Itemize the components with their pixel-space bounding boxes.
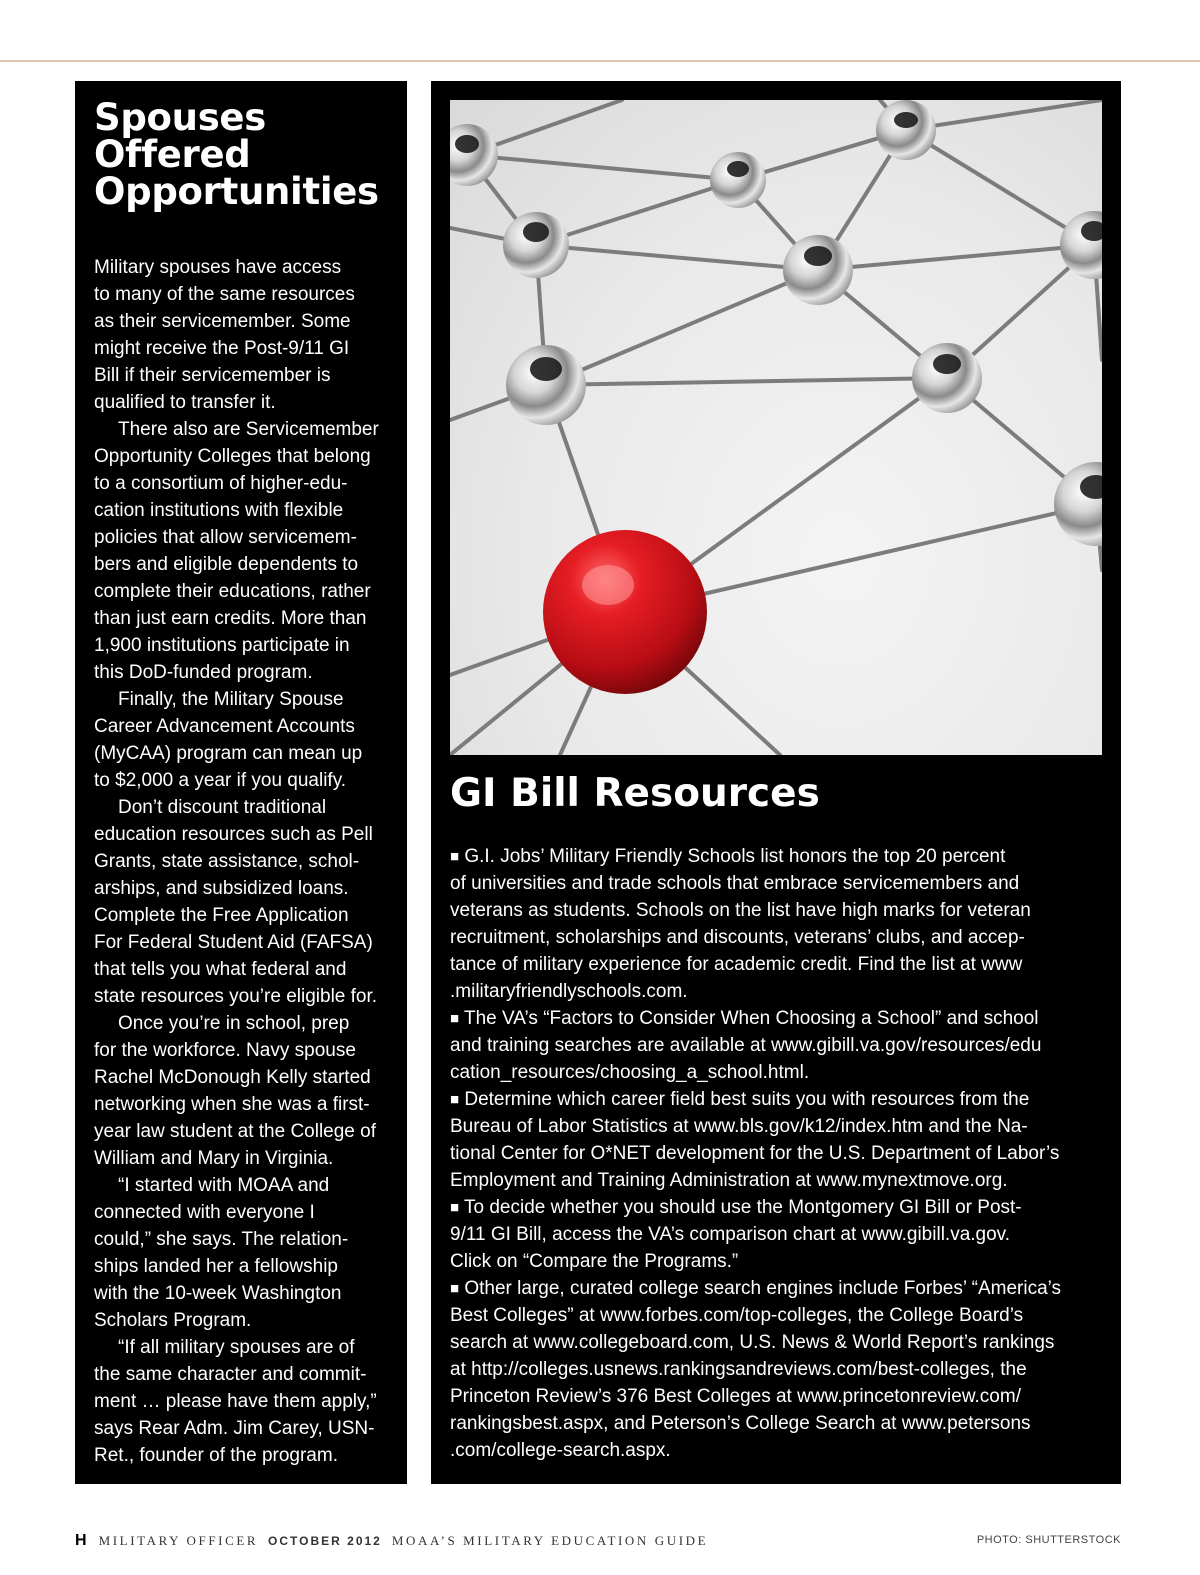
square-bullet-icon: ■ [450, 848, 460, 865]
resource-text: The VA’s “Factors to Consider When Choosing a School” and school and training searches are available at www.gibill.va.gov/resources/edu cation_resources/choosing_a_school.html. [450, 1008, 1042, 1083]
sidebar-paragraph: Finally, the Military Spouse Career Advancement Accounts (MyCAA) program can mean up to $2,000 a year if you qualify. [94, 689, 363, 791]
resource-text: Other large, curated college search engines include Forbes’ “America’s Best Colleges” at www.forbes.com/top-colleges, the College Board’s search at www.collegeboard.com, U.S. News & World Report’s rankings at http://colleges.usnews.rankingsandreviews.com/best-colleges, the Princeton Review’s 376 Best Colleges at www.princetonreview.com/ rankingsbest.aspx, and Peterson’s College Search at www.petersons .com/college-search.aspx. [450, 1278, 1062, 1461]
list-item [450, 1275, 1102, 1464]
list-item [450, 1086, 1102, 1194]
sidebar-body [94, 254, 389, 1469]
sidebar-paragraph: Don’t discount traditional education resources such as Pell Grants, state assistance, schol- arships, and subsidized loans. Complete the Free Application For Federal Student Aid (FAFSA) that tells you what federal and state resources you’re eligible for. [94, 797, 378, 1007]
publication-name: MILITARY OFFICER [98, 1533, 259, 1548]
gi-bill-title: GI Bill Resources [450, 771, 820, 816]
page-folio: H [75, 1532, 87, 1549]
sidebar-paragraph: There also are Servicemember Opportunity Colleges that belong to a consortium of higher-edu- cation institutions with flexible policies that allow servicemem- bers and eligible dependents to complete their educations, rather than just earn credits. More than 1,900 institutions participate in this DoD-funded program. [94, 419, 379, 683]
photo-credit: PHOTO: SHUTTERSTOCK [976, 1534, 1121, 1546]
network-links [450, 100, 1102, 755]
square-bullet-icon: ■ [450, 1280, 460, 1297]
resource-text: Determine which career field best suits you with resources from the Bureau of Labor Statistics at www.bls.gov/k12/index.htm and the Na- tional Center for O*NET development for the U.S. Department of Labor’s Employment and Training Administration at www.mynextmove.org. [450, 1089, 1060, 1191]
square-bullet-icon: ■ [450, 1010, 460, 1027]
resource-text: G.I. Jobs’ Military Friendly Schools list honors the top 20 percent of universities and trade schools that embrace servicemembers and veterans as students. Schools on the list have high marks for veteran recruitment, scholarships and discounts, veterans’ clubs, and accep- tance of military experience for academic credit. Find the list at www .militaryfriendlyschools.com. [450, 846, 1031, 1002]
footer-running-head [75, 1532, 708, 1550]
sidebar-paragraph: “I started with MOAA and connected with everyone I could,” she says. The relation- ships landed her a fellowship with the 10-week Washington Scholars Program. [94, 1175, 349, 1331]
gi-bill-resource-list [450, 843, 1102, 1464]
issue-date: OCTOBER 2012 [268, 1534, 382, 1548]
sidebar-title-line: Offered [94, 133, 251, 176]
page-footer [75, 1532, 1121, 1554]
guide-name: MOAA’S MILITARY EDUCATION GUIDE [391, 1533, 709, 1548]
sidebar-title-line: Opportunities [94, 170, 379, 213]
square-bullet-icon: ■ [450, 1091, 460, 1108]
molecule-network-image [450, 100, 1102, 755]
gi-bill-panel [431, 81, 1121, 1484]
sidebar-title [94, 96, 389, 213]
sidebar-paragraph: “If all military spouses are of the same character and commit- ment … please have them apply,” says Rear Adm. Jim Carey, USN- Ret., founder of the program. [94, 1337, 377, 1466]
sidebar-paragraph: Military spouses have access to many of the same resources as their servicemember. Some might receive the Post-9/11 GI Bill if their servicemember is qualified to transfer it. [94, 257, 355, 413]
list-item [450, 843, 1102, 1005]
sidebar-title-line: Spouses [94, 96, 266, 139]
spouses-sidebar [75, 81, 407, 1484]
top-rule [0, 60, 1200, 62]
sidebar-paragraph: Once you’re in school, prep for the workforce. Navy spouse Rachel McDonough Kelly started networking when she was a first- year law student at the College of William and Mary in Virginia. [94, 1013, 377, 1169]
list-item [450, 1194, 1102, 1275]
resource-text: To decide whether you should use the Montgomery GI Bill or Post- 9/11 GI Bill, access the VA’s comparison chart at www.gibill.va.gov. Click on “Compare the Programs.” [450, 1197, 1022, 1272]
square-bullet-icon: ■ [450, 1199, 460, 1216]
list-item [450, 1005, 1102, 1086]
